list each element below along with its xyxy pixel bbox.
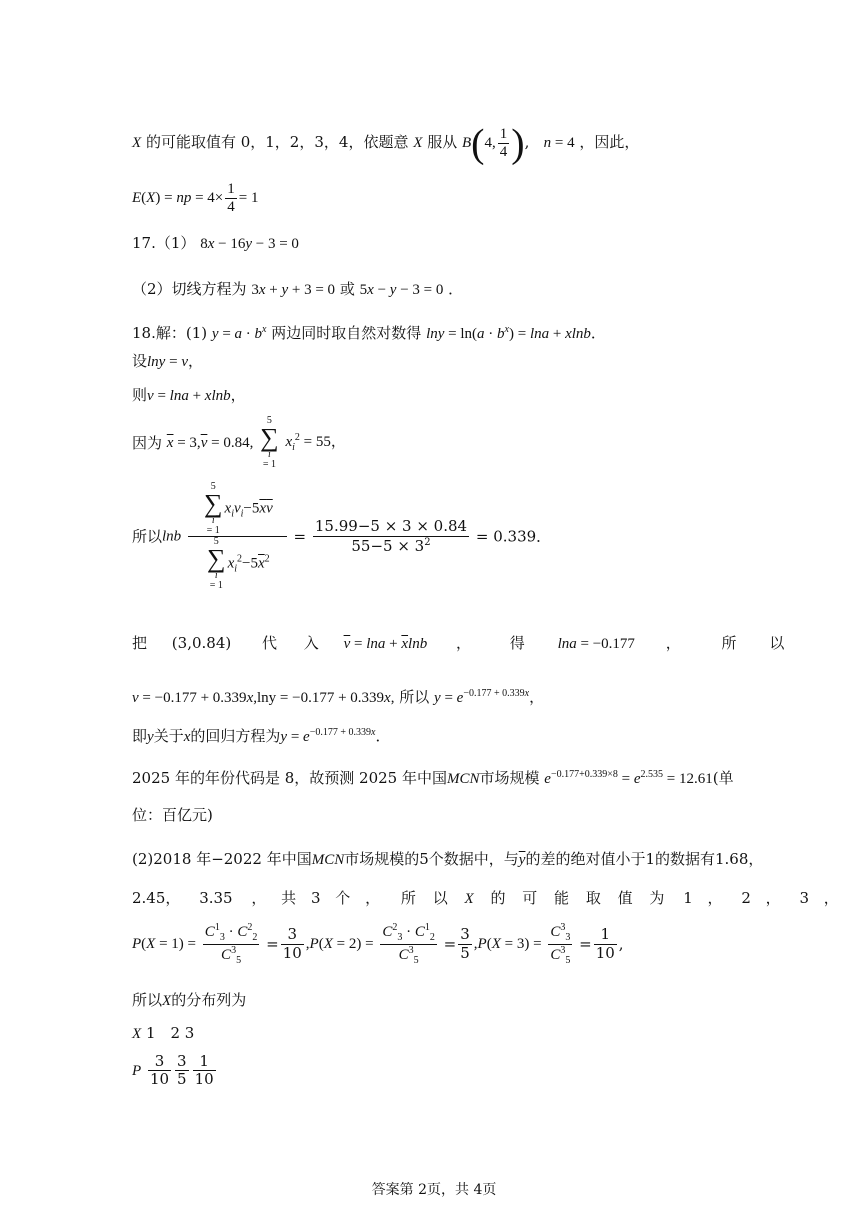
line-unit bbox=[132, 804, 213, 826]
text-because: 因为 bbox=[132, 434, 163, 452]
text-so-3: 所以 bbox=[132, 991, 163, 1009]
line-prediction bbox=[132, 764, 734, 790]
text-get: 得 bbox=[509, 634, 525, 652]
text-or: 或 bbox=[339, 280, 355, 298]
value-2-45: 2.45 bbox=[132, 889, 166, 907]
text-so: 所以 bbox=[132, 527, 163, 546]
comma-2: ， bbox=[665, 634, 681, 652]
px2-fraction: $\frac{C^2_3 \cdot C^1_2}{C^3_5}$ bbox=[382, 922, 435, 966]
line-lnb bbox=[132, 482, 551, 591]
text-neng: 能 bbox=[554, 889, 570, 907]
dist-p-label: P bbox=[132, 1062, 142, 1079]
text-de: 的 bbox=[490, 889, 506, 907]
line-expectation bbox=[132, 181, 258, 217]
text-qu: 取 bbox=[585, 889, 601, 907]
text-market-size: 市场规模 bbox=[479, 769, 540, 787]
px2-label: ,P(X = 2) = bbox=[305, 936, 374, 952]
line-given bbox=[132, 416, 346, 470]
var-x-3: x bbox=[183, 729, 191, 745]
px3-label: ,P(X = 3) = bbox=[473, 936, 542, 952]
text-abs-diff: 的差的绝对值小于1的数据有1.68， bbox=[525, 850, 764, 868]
line-regression-eq bbox=[132, 722, 390, 748]
text-take-log: 两边同时取自然对数得 bbox=[271, 324, 422, 342]
text-dai: 代 bbox=[262, 634, 278, 652]
count-3: 3 bbox=[310, 889, 321, 907]
line-let bbox=[132, 350, 203, 373]
substitute-equation: $\overline{v} = \ln a + \overline{x}\ln b$ bbox=[343, 636, 428, 652]
px3-fraction: $\frac{C^3_3}{C^3_5}$ bbox=[550, 922, 571, 966]
equation-17-1: 8x − 16y − 3 = 0 bbox=[200, 236, 299, 252]
equation-tangent-1: 3x + y + 3 = 0 bbox=[251, 282, 336, 298]
text-substitute: 把 bbox=[132, 634, 148, 652]
dist-x-values: 1 2 3 bbox=[145, 1024, 195, 1042]
px2-value: $\frac{3}{5}$ bbox=[460, 925, 470, 962]
line-substitute bbox=[132, 632, 784, 655]
var-x-4: X bbox=[464, 891, 474, 907]
text-follows: 服从 bbox=[427, 133, 458, 152]
text-then: 则 bbox=[132, 386, 148, 404]
comma-1: ， bbox=[456, 634, 472, 652]
prediction-value: $e^{-0.177+0.339\times 8} = e^{2.535} = 12.61$ bbox=[544, 769, 713, 787]
text-period: ． bbox=[448, 280, 464, 298]
lnb-result: = 0.339． bbox=[475, 527, 552, 546]
text-year-code: 2025 年的年份代码是 8，故预测 2025 年中国 bbox=[132, 769, 447, 787]
line-dist-row-p bbox=[132, 1053, 218, 1089]
text-ge: 个 bbox=[335, 889, 351, 907]
text-gong: 共 bbox=[281, 889, 297, 907]
point-value: (3,0.84) bbox=[171, 634, 232, 652]
line-q18-log bbox=[132, 319, 606, 345]
sum-symbol: 5 ∑ i = 1 bbox=[260, 415, 279, 470]
text-let: 设 bbox=[132, 352, 148, 370]
binomial-notation: B(4, $\frac{1}{4}$ ) bbox=[461, 120, 525, 166]
text-about: 关于 bbox=[153, 727, 184, 745]
n-equals: n = 4 bbox=[543, 135, 575, 152]
text-tangent: （2）切线方程为 bbox=[132, 280, 247, 298]
text-suo: 所 bbox=[721, 634, 737, 652]
page-footer: 答案第 2页，共 4页 bbox=[371, 1182, 497, 1198]
label-18: 18.解：(1) bbox=[132, 324, 208, 342]
given-values: $\overline{x} = 3,\overline{v} = 0.84$, bbox=[166, 435, 254, 451]
var-x: X bbox=[132, 135, 142, 152]
line-probabilities: P(X = 1) = $\frac{C^1_3 \cdot C^2_2}{C^3_5}$ = $\frac{3}{10}$ ,P(X = 2) = $\frac{C^2_3 \cdot C^1_2}{C^3_5}$ = $\frac{3}{5}$ ,P(X = 3) = $\frac{C^3_3}{C^3_5}$ = $\frac{1}{10}$ , bbox=[132, 922, 624, 966]
dist-p2: $\frac{3}{5}$ bbox=[177, 1052, 187, 1089]
text-unit-open: (单 bbox=[712, 769, 734, 787]
line-q18-2 bbox=[132, 848, 763, 871]
value-3-35: 3.35 bbox=[199, 889, 233, 907]
dist-p3: $\frac{1}{10}$ bbox=[194, 1052, 214, 1089]
line-possible-values: 2.45， 3.35 ， 共 3 个 ， 所 以 X 的 可 能 取 值 为 1 ， 2 ， 3 ， bbox=[132, 889, 839, 907]
text-namely: 即 bbox=[132, 727, 148, 745]
y-bar: $\overline{y}$ bbox=[518, 852, 526, 868]
text-suo-2: 所 bbox=[400, 889, 416, 907]
text-distribution: 的分布列为 bbox=[171, 991, 247, 1009]
text-yi: 以 bbox=[769, 634, 785, 652]
text-yi-2: 以 bbox=[432, 889, 448, 907]
px1-value: $\frac{3}{10}$ bbox=[282, 925, 302, 962]
line-q17-2 bbox=[132, 278, 463, 301]
line-then bbox=[132, 384, 246, 407]
v-equation: v = −0.177 + 0.339x,lny = −0.177 + 0.339x, bbox=[132, 690, 395, 706]
var-x-5: X bbox=[162, 993, 172, 1009]
line-regression bbox=[132, 683, 544, 709]
line-distribution-title bbox=[132, 989, 246, 1012]
mcn-label-2: MCN bbox=[311, 852, 345, 868]
px1-fraction: $\frac{C^1_3 \cdot C^2_2}{C^3_5}$ bbox=[204, 922, 258, 966]
text-x-values: 的可能取值有 0，1，2，3，4，依题意 bbox=[145, 133, 409, 152]
val-2: 2 bbox=[741, 889, 751, 907]
lnb-label: lnb bbox=[162, 528, 182, 545]
dist-x-label: X bbox=[132, 1026, 142, 1042]
regression-equation: $y = e^{-0.177 + 0.339x}$． bbox=[280, 727, 391, 745]
lnb-numeric: $\frac{15.99-5 \times 3 \times 0.84}{55-5 \times 3^2}$ bbox=[314, 517, 468, 555]
text-zhi: 值 bbox=[617, 889, 633, 907]
then-equation: v = lna + xlnb， bbox=[147, 388, 246, 404]
text-therefore: ，因此， bbox=[579, 133, 640, 152]
expectation-formula: E(X) = np = 4× $\frac{1}{4}$ = 1 bbox=[132, 181, 259, 216]
dist-p1: $\frac{3}{10}$ bbox=[149, 1052, 170, 1089]
line-dist-row-x bbox=[132, 1022, 194, 1045]
val-3: 3 bbox=[799, 889, 810, 907]
label-17-1: 17.（1） bbox=[132, 234, 196, 252]
equals-sign: = bbox=[293, 527, 307, 546]
px1-label: P(X = 1) = bbox=[132, 936, 197, 952]
equation-tangent-2: 5x − y − 3 = 0 bbox=[359, 282, 444, 298]
mcn-label: MCN bbox=[446, 771, 480, 787]
lnb-fraction: 5 ∑ i = 1 $x_iv_i-5\overline{x}\overline{v}$ 5 ∑ i = 1 $x_i^2-5\overline{x}^2$ bbox=[188, 482, 287, 591]
var-x-2: X bbox=[413, 135, 423, 152]
let-equation: lny = v， bbox=[147, 354, 203, 370]
y-exponential: $y = e^{-0.177 + 0.339x}$， bbox=[434, 688, 545, 706]
line-x-values: X 的可能取值有 0，1，2，3，4，依题意 X 服从 B(4, $\frac{1}{4}$ ), n = 4 ，因此， bbox=[132, 120, 640, 166]
sum-x-squared: $x_i^2 = 55$， bbox=[285, 432, 346, 453]
text-ru: 入 bbox=[303, 634, 319, 652]
model-equation: $y = a \cdot b^x$ bbox=[211, 324, 267, 342]
text-so-2: 所以 bbox=[399, 688, 430, 706]
text-unit: 位：百亿元) bbox=[132, 806, 213, 824]
lna-value: lna = −0.177 bbox=[557, 636, 635, 652]
line-q17-1 bbox=[132, 232, 299, 255]
text-five-data: 市场规模的5个数据中，与 bbox=[344, 850, 519, 868]
text-regression-eq: 的回归方程为 bbox=[190, 727, 281, 745]
log-equation: $\ln y = \ln(a \cdot b^x) = \ln a + xlnb$． bbox=[426, 324, 606, 342]
text-part2-years: (2)2018 年−2022 年中国 bbox=[132, 850, 312, 868]
var-y: y bbox=[147, 729, 154, 745]
text-wei: 为 bbox=[649, 889, 665, 907]
px3-value: $\frac{1}{10}$ bbox=[595, 925, 615, 962]
text-ke: 可 bbox=[522, 889, 538, 907]
val-1: 1 bbox=[683, 889, 693, 907]
